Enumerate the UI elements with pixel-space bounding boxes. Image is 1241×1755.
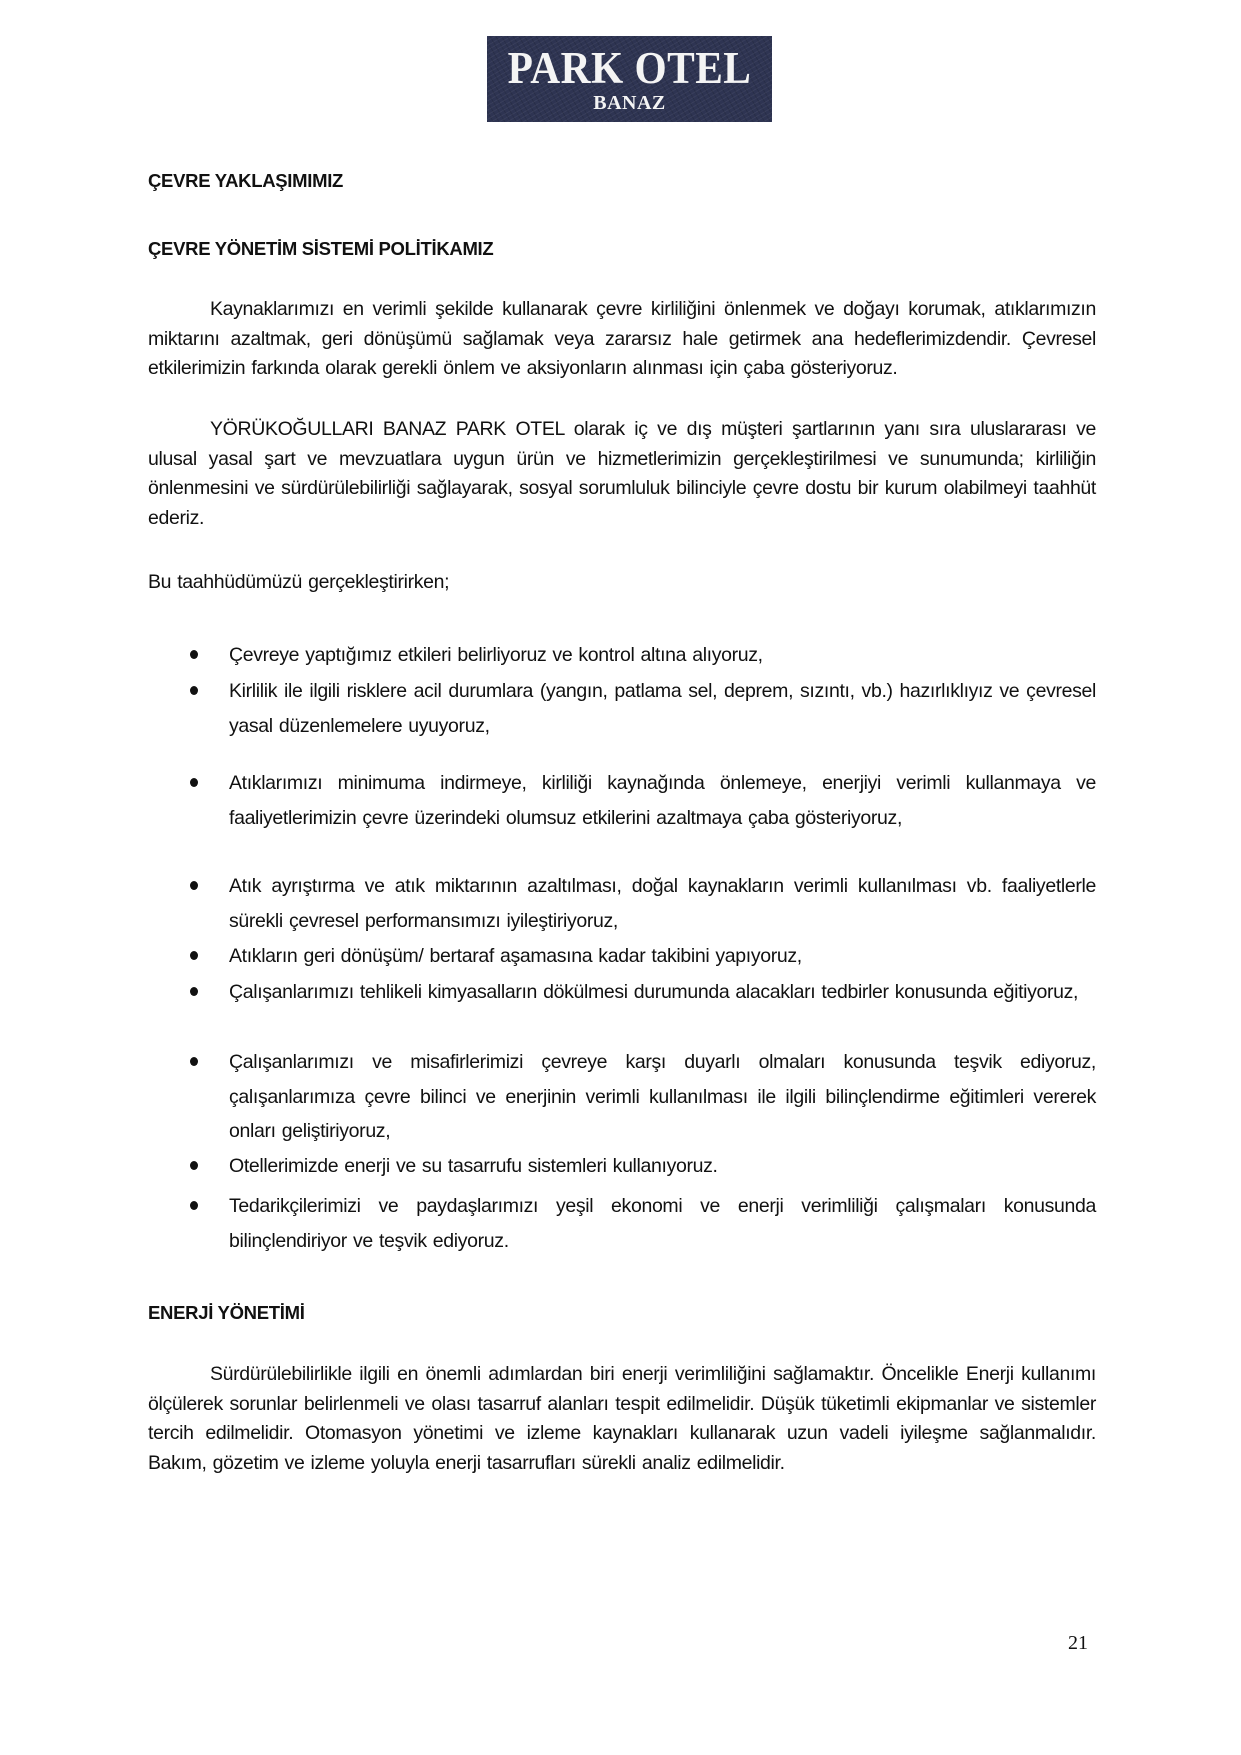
list-item [148,1149,1096,1184]
park-otel-logo [487,36,772,122]
heading-environment-approach: ÇEVRE YAKLAŞIMIMIZ [148,170,344,191]
list-item-text: Çalışanlarımızı ve misafirlerimizi çevreye karşı duyarlı olmaları konusunda teşvik ediyoruz, çalışanlarımıza çevre bilinci ve enerjinin verimli kullanılması ile ilgili bilinçlendirme eğitimleri vererek onları geliştiriyoruz, [229,1051,1096,1142]
bullet-icon [190,778,198,787]
bullet-icon [190,881,198,890]
logo-sub-text: BANAZ [593,92,666,114]
list-item [148,939,1096,974]
list-item-text: Atıkların geri dönüşüm/ bertaraf aşamasına kadar takibini yapıyoruz, [229,945,802,967]
paragraph-intro [148,295,1096,384]
list-item-text: Atık ayrıştırma ve atık miktarının azaltılması, doğal kaynakların verimli kullanılması vb. faaliyetlerle sürekli çevresel performansımızı iyileştiriyoruz, [229,875,1096,932]
logo-brand-text: PARK OTEL [507,43,752,93]
list-item [148,1189,1096,1258]
list-item-text: Atıklarımızı minimuma indirmeye, kirliliği kaynağında önlemeye, enerjiyi verimli kullanmaya ve faaliyetlerimizin çevre üzerindeki olumsuz etkilerini azaltmaya çaba gösteriyoruz, [229,772,1096,829]
paragraph-lead-in: Bu taahhüdümüzü gerçekleştirirken; [148,571,450,593]
bullet-icon [190,1201,198,1210]
list-item-text: Otellerimizde enerji ve su tasarrufu sistemleri kullanıyoruz. [229,1155,718,1177]
list-item [148,1045,1096,1149]
list-item-text: Çevreye yaptığımız etkileri belirliyoruz ve kontrol altına alıyoruz, [229,644,763,666]
list-item [148,869,1096,938]
bullet-icon [190,1057,198,1066]
list-item [148,766,1096,835]
list-item-text: Çalışanlarımızı tehlikeli kimyasalların dökülmesi durumunda alacakları tedbirler konusunda eğitiyoruz, [229,981,1079,1003]
page-number: 21 [1068,1632,1088,1654]
paragraph-commitment [148,415,1096,533]
paragraph-intro-text: Kaynaklarımızı en verimli şekilde kullanarak çevre kirliliğini önlenmek ve doğayı korumak, atıklarımızın miktarını azaltmak, geri dönüşümü sağlamak veya zararsız hale getirmek ana hedeflerimizdendir. Çevresel etkilerimizin farkında olarak gerekli önlem ve aksiyonların alınması için çaba gösteriyoruz. [148,298,1096,379]
paragraph-energy [148,1360,1096,1478]
list-item [148,975,1096,1010]
list-item-text: Kirlilik ile ilgili risklere acil durumlara (yangın, patlama sel, deprem, sızıntı, vb.) hazırlıklıyız ve çevresel yasal düzenlemelere uyuyoruz, [229,680,1096,737]
heading-energy-management: ENERJİ YÖNETİMİ [148,1302,305,1323]
list-item-text: Tedarikçilerimizi ve paydaşlarımızı yeşil ekonomi ve enerji verimliliği çalışmaları konusunda bilinçlendiriyor ve teşvik ediyoruz. [229,1195,1096,1252]
bullet-icon [190,1161,198,1170]
list-item [148,674,1096,743]
bullet-icon [190,686,198,695]
bullet-icon [190,951,198,960]
bullet-icon [190,987,198,996]
paragraph-commitment-text: YÖRÜKOĞULLARI BANAZ PARK OTEL olarak iç ve dış müşteri şartlarının yanı sıra uluslararası ve ulusal yasal şart ve mevzuatlara uygun ürün ve hizmetlerimizin gerçekleştirilmesi ve sunumunda; kirliliğin önlenmesini ve sürdürülebilirliği sağlayarak, sosyal sorumluluk bilinciyle çevre dostu bir kurum olabilmeyi taahhüt ederiz. [148,418,1096,529]
bullet-icon [190,650,198,659]
paragraph-energy-text: Sürdürülebilirlikle ilgili en önemli adımlardan biri enerji verimliliğini sağlamaktır. Öncelikle Enerji kullanımı ölçülerek sorunlar belirlenmeli ve olası tasarruf alanları tespit edilmelidir. Düşük tüketimli ekipmanlar ve sistemler tercih edilmelidir. Otomasyon yönetimi ve izleme kaynakları kullanarak uzun vadeli iyileşme sağlanmalıdır. Bakım, gözetim ve izleme yoluyla enerji tasarrufları sürekli analiz edilmelidir. [148,1363,1096,1474]
heading-environment-policy: ÇEVRE YÖNETİM SİSTEMİ POLİTİKAMIZ [148,238,494,259]
list-item [148,638,1096,673]
